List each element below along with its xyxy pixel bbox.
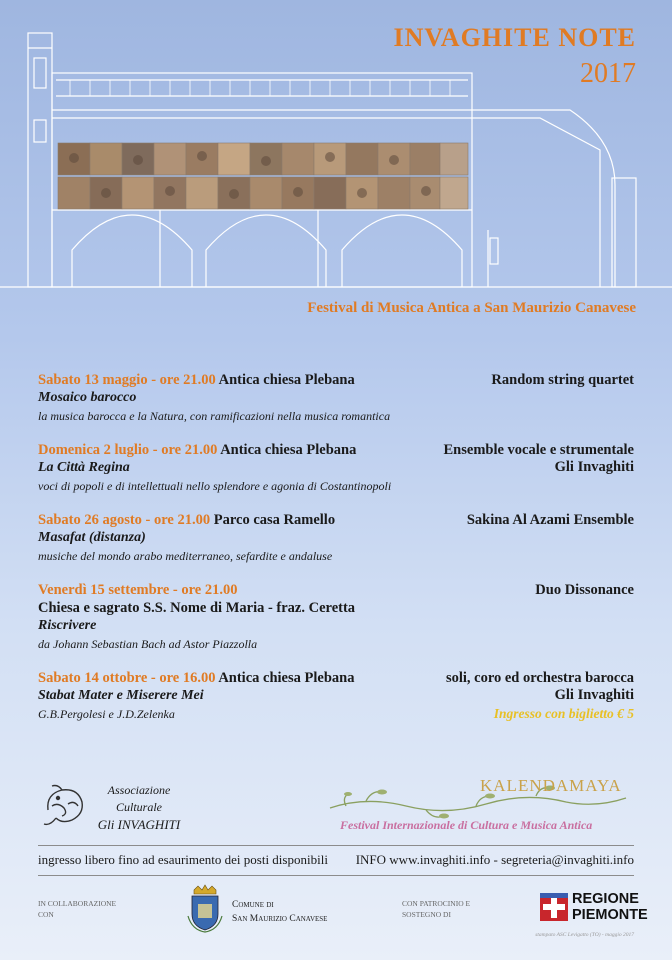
contact-info: INFO www.invaghiti.info - segreteria@invaghiti.info [355, 852, 634, 867]
event-performer: Sakina Al Azami Ensemble [466, 512, 634, 528]
ticket-price: Ingresso con biglietto € 5 [493, 706, 634, 721]
event-list [38, 372, 634, 740]
event-date: Domenica 2 luglio - ore 21.00 [38, 442, 218, 458]
patronage-label: CON PATROCINIO E SOSTEGNO DI [402, 899, 471, 919]
event-description: voci di popoli e di intellettuali nello splendore e agonia di Costantinopoli [38, 479, 392, 493]
event-title: La Città Regina [38, 460, 130, 475]
event-date: Sabato 13 maggio - ore 21.00 [38, 372, 216, 388]
comune-crest-icon [186, 884, 224, 934]
event-item [38, 670, 634, 723]
event-description: G.B.Pergolesi e J.D.Zelenka [38, 707, 175, 721]
event-place: Parco casa Ramello [213, 512, 336, 528]
event-performer: Random string quartet [491, 372, 634, 388]
print-credit: stampato ASC Levigatto (TO) - maggio 2017 [535, 932, 634, 938]
event-item [38, 582, 634, 653]
kalendamaya-logo: KALENDAMAYA [480, 776, 622, 795]
event-title: Mosaico barocco [38, 390, 137, 405]
event-performer-ensemble: Gli Invaghiti [554, 687, 634, 703]
event-description: musiche del mondo arabo mediterraneo, sefardite e andaluse [38, 549, 333, 563]
event-item [38, 442, 634, 495]
event-performer: soli, coro ed orchestra barocca [445, 670, 634, 686]
regione-piemonte-logo: REGIONE PIEMONTE [572, 891, 648, 923]
event-date: Venerdì 15 settembre - ore 21.00 [38, 582, 238, 598]
collaboration-label: IN COLLABORAZIONE CON [38, 899, 117, 919]
divider [38, 845, 634, 846]
event-performer: Duo Dissonance [535, 582, 634, 598]
event-date: Sabato 14 ottobre - ore 16.00 [38, 670, 216, 686]
event-place: Chiesa e sagrato S.S. Nome di Maria - fraz. Ceretta [38, 600, 356, 616]
event-title: Stabat Mater e Miserere Mei [38, 688, 204, 703]
event-performer-ensemble: Gli Invaghiti [554, 459, 634, 475]
association-name: Associazione Culturale Gli INVAGHITI [97, 783, 181, 832]
event-place: Antica chiesa Plebana [220, 442, 357, 458]
event-description: la musica barocca e la Natura, con ramificazioni nella musica romantica [38, 409, 391, 423]
event-performer: Ensemble vocale e strumentale [443, 442, 634, 458]
event-description: da Johann Sebastian Bach ad Astor Piazzolla [38, 637, 258, 651]
divider [38, 875, 634, 876]
regione-piemonte-flag-icon [540, 893, 568, 921]
comune-name: Comune di San Maurizio Canavese [232, 900, 328, 924]
festival-year: 2017 [580, 58, 636, 89]
event-place: Antica chiesa Plebana [218, 372, 355, 388]
event-date: Sabato 26 agosto - ore 21.00 [38, 512, 211, 528]
festival-subtitle: Festival di Musica Antica a San Maurizio Canavese [307, 300, 636, 316]
free-entry-note: ingresso libero fino ad esaurimento dei posti disponibili [38, 852, 328, 867]
event-place: Antica chiesa Plebana [218, 670, 355, 686]
event-item [38, 372, 634, 425]
event-item [38, 512, 634, 565]
kalendamaya-tagline: Festival Internazionale di Cultura e Musica Antica [340, 818, 593, 832]
invaghiti-dragon-logo-icon [38, 780, 92, 834]
event-title: Masafat (distanza) [38, 530, 146, 545]
event-title: Riscrivere [38, 618, 97, 633]
festival-title: INVAGHITE NOTE [393, 23, 636, 52]
